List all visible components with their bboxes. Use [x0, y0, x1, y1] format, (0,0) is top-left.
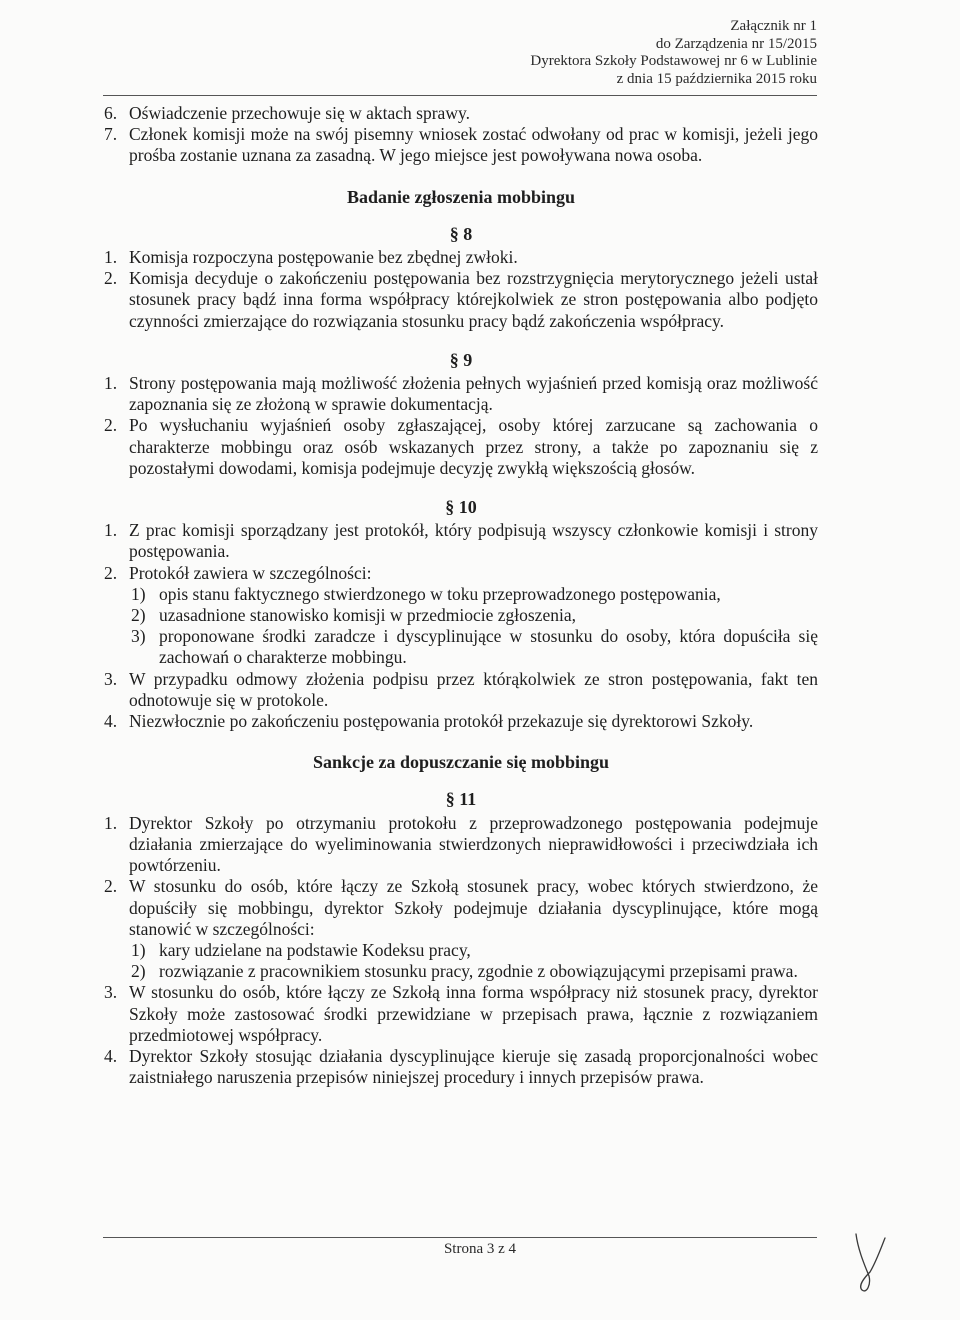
- item-number: 3.: [104, 982, 118, 1003]
- item-number: 1.: [104, 812, 118, 833]
- section-title-investigation: Badanie zgłoszenia mobbingu: [346, 186, 576, 207]
- item-number: 1.: [104, 247, 118, 268]
- sub-item-number: 1): [131, 939, 146, 960]
- item-text: Oświadczenie przechowuje się w aktach sprawy.: [129, 103, 470, 123]
- item-text: Członek komisji może na swój pisemny wniosek zostać odwołany od prac w komisji, jeżeli jego prośba zostanie uznana za zasadną. W jego miejsce jest powoływana nowa osoba.: [129, 124, 818, 166]
- sub-item-number: 2): [131, 961, 146, 982]
- header-attachment-number: Załącznik nr 1: [730, 18, 817, 34]
- item-text: Po wysłuchaniu wyjaśnień osoby zgłaszającej, osoby której zarzucane są zachowania o charakterze mobbingu oraz osób wskazanych przez strony, a także po zapoznaniu się z pozostałymi dowodami, komisja podejmuje decyzję zwykłą większością głosów.: [129, 415, 818, 478]
- item-text: W stosunku do osób, które łączy ze Szkołą stosunek pracy, wobec których stwierdzono, że dopuściły się mobbingu, dyrektor Szkoły podejmuje działania dyscyplinujące, które mogą stanowić w szczególności:: [129, 876, 818, 939]
- sub-list-item: [104, 626, 818, 668]
- list-item: [104, 520, 818, 562]
- header-divider: [103, 95, 817, 96]
- item-number: 1.: [104, 373, 118, 394]
- paragraph-heading-11: § 11: [445, 789, 477, 810]
- item-text: Strony postępowania mają możliwość złożenia pełnych wyjaśnień przed komisją oraz możliwość zapoznania się ze złożoną w sprawie dokumentacją.: [129, 373, 818, 415]
- sub-item-number: 2): [131, 605, 146, 626]
- list-item: [104, 1046, 818, 1088]
- header-issuer: Dyrektora Szkoły Podstawowej nr 6 w Lublinie: [530, 53, 817, 69]
- item-text: Komisja decyduje o zakończeniu postępowania bez rozstrzygnięcia merytorycznego jeżeli ustał stosunek pracy bądź inna forma współpracy którejkolwiek ze stron postępowania albo podjęto czynności zmierzające do rozwiązania stosunku pracy bądź zakończenia współpracy.: [129, 268, 818, 331]
- page-number: Strona 3 z 4: [443, 1241, 517, 1257]
- list-item: [104, 813, 818, 877]
- sub-list-item: [104, 605, 818, 626]
- header-date: z dnia 15 października 2015 roku: [616, 70, 817, 87]
- item-number: 1.: [104, 520, 118, 541]
- item-number: 2.: [104, 415, 118, 436]
- item-text: Z prac komisji sporządzany jest protokół, który podpisują wszyscy członkowie komisji i strony postępowania.: [129, 520, 818, 562]
- list-item: [104, 711, 818, 732]
- item-text: Dyrektor Szkoły po otrzymaniu protokołu z przeprowadzonego postępowania podejmuje działania zmierzające do wyeliminowania stwierdzonych nieprawidłowości i przeciwdziała ich powtórzeniu.: [129, 812, 818, 876]
- list-item: [104, 876, 818, 940]
- paragraph-heading-9: § 9: [449, 349, 473, 370]
- sub-item-text: proponowane środki zaradcze i dyscyplinujące w stosunku do osoby, która dopuściła się zachowań o charakterze mobbingu.: [159, 626, 818, 668]
- item-text: Niezwłocznie po zakończeniu postępowania protokół przekazuje się dyrektorowi Szkoły.: [129, 711, 754, 732]
- list-item: [104, 268, 818, 332]
- sub-item-text: rozwiązanie z pracownikiem stosunku pracy, zgodnie z obowiązującymi przepisami prawa.: [159, 961, 798, 982]
- item-number: 2.: [104, 268, 118, 289]
- list-item: [104, 669, 818, 711]
- sub-list-item: [104, 961, 818, 982]
- item-text: Dyrektor Szkoły stosując działania dyscyplinujące kieruje się zasadą proporcjonalności wobec zaistniałego naruszenia przepisów niniejszej procedury i innych przepisów prawa.: [129, 1045, 818, 1088]
- paragraph-heading-10: § 10: [445, 497, 477, 518]
- item-text: Komisja rozpoczyna postępowanie bez zbędnej zwłoki.: [129, 247, 518, 268]
- item-text: W stosunku do osób, które łączy ze Szkołą inna forma współpracy niż stosunek pracy, dyrektor Szkoły może zastosować środki przewidziane w przepisach prawa, łącznie z rozwiązaniem przedmiotowej współpracy.: [129, 982, 818, 1045]
- item-number: 2.: [104, 562, 118, 583]
- signature-mark: [843, 1228, 893, 1300]
- list-item: [104, 103, 818, 124]
- sub-item-number: 3): [131, 626, 146, 647]
- header-regulation-number: do Zarządzenia nr 15/2015: [655, 35, 817, 52]
- list-item: [104, 563, 818, 584]
- list-item: [104, 124, 818, 166]
- item-number: 7.: [104, 124, 118, 145]
- item-number: 2.: [104, 876, 118, 897]
- sub-item-text: uzasadnione stanowisko komisji w przedmiocie zgłoszenia,: [159, 605, 576, 626]
- item-number: 4.: [104, 1045, 118, 1066]
- item-text: W przypadku odmowy złożenia podpisu przez którąkolwiek ze stron postępowania, fakt ten odnotowuje się w protokole.: [129, 668, 818, 710]
- footer-divider: [103, 1237, 817, 1238]
- sub-list-item: [104, 940, 818, 961]
- list-item: [104, 415, 818, 479]
- list-item: [104, 247, 818, 268]
- sub-item-text: kary udzielane na podstawie Kodeksu pracy,: [159, 939, 471, 960]
- document-body: [104, 103, 818, 1088]
- list-item: [104, 982, 818, 1046]
- section-title-sanctions: Sankcje za dopuszczanie się mobbingu: [312, 752, 610, 773]
- attachment-header: [530, 18, 817, 88]
- sub-item-number: 1): [131, 583, 146, 604]
- sub-list-item: [104, 584, 818, 605]
- item-text: Protokół zawiera w szczególności:: [129, 562, 372, 583]
- sub-item-text: opis stanu faktycznego stwierdzonego w toku przeprowadzonego postępowania,: [159, 583, 721, 604]
- item-number: 4.: [104, 711, 118, 732]
- item-number: 6.: [104, 103, 118, 123]
- item-number: 3.: [104, 668, 118, 689]
- list-item: [104, 373, 818, 415]
- paragraph-heading-8: § 8: [449, 223, 473, 244]
